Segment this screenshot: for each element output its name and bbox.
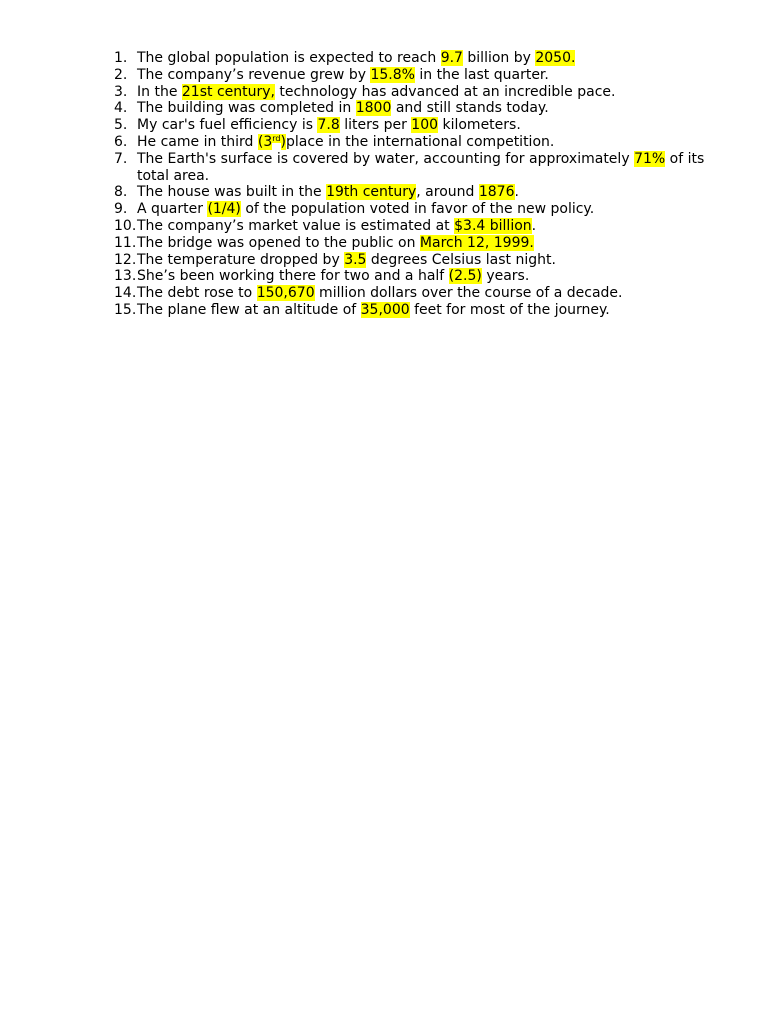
list-item-number: 15. (114, 301, 137, 318)
sentence-text: The Earth's surface is covered by water, accounting for approximately (137, 150, 635, 167)
list-item-text (137, 100, 724, 117)
sentence-text: feet for most of the journey. (409, 301, 610, 318)
list-item (114, 134, 724, 151)
list-item-number: 7. (114, 150, 128, 167)
list-item-text (137, 134, 724, 151)
sentence-text: The house was built in the (137, 184, 327, 201)
sentence-text: technology has advanced at an incredible pace. (274, 83, 616, 100)
list-item (114, 218, 724, 235)
highlighted-value: 100 (411, 117, 439, 134)
list-item-text (137, 268, 724, 285)
sentence-text: place in the international competition. (285, 133, 555, 150)
list-item-number: 2. (114, 66, 128, 83)
sentence-text: The temperature dropped by (137, 251, 345, 268)
list-item-text (137, 184, 724, 201)
sentence-text: In the (137, 83, 182, 100)
sentence-text: in the last quarter. (414, 66, 549, 83)
sentence-text: million dollars over the course of a decade. (314, 285, 623, 302)
highlighted-value: 35,000 (360, 301, 410, 318)
list-item-text (137, 50, 724, 67)
numbered-sentence-list (114, 50, 724, 319)
sentence-text: The company’s revenue grew by (137, 66, 371, 83)
highlighted-value: 9.7 (440, 50, 463, 66)
list-item-text (137, 67, 724, 84)
sentence-text: , around (416, 184, 479, 201)
list-item-text (137, 285, 724, 302)
sentence-text: The bridge was opened to the public on (137, 234, 420, 251)
highlighted-value: 3.5 (344, 251, 367, 268)
sentence-text: billion by (462, 50, 536, 66)
list-item-text (137, 84, 724, 101)
sentence-text: . (514, 184, 519, 201)
list-item-number: 6. (114, 133, 128, 150)
highlighted-value: March 12, 1999. (419, 234, 534, 251)
sentence-text: The building was completed in (137, 100, 356, 117)
highlighted-value: 7.8 (317, 117, 340, 134)
sentence-text: The company’s market value is estimated at (137, 217, 455, 234)
highlighted-value: 150,670 (256, 285, 315, 302)
sentence-text: of its total area. (137, 150, 705, 184)
list-item (114, 252, 724, 269)
list-item (114, 84, 724, 101)
list-item-number: 9. (114, 201, 128, 218)
sentence-text: years. (481, 268, 530, 285)
list-item-text (137, 302, 724, 319)
list-item-text (137, 117, 724, 134)
highlighted-value: ) (280, 133, 286, 150)
list-item-number: 10. (114, 217, 137, 234)
sentence-text: My car's fuel efficiency is (137, 117, 318, 134)
list-item (114, 151, 724, 185)
list-item (114, 67, 724, 84)
highlighted-value: 2050. (535, 50, 576, 66)
list-item (114, 100, 724, 117)
sentence-text: . (531, 217, 537, 234)
highlighted-value: (1/4) (207, 201, 241, 218)
sentence-text: liters per (339, 117, 412, 134)
sentence-text: The debt rose to (137, 285, 257, 302)
highlighted-value: $3.4 billion (454, 217, 532, 234)
list-item (114, 235, 724, 252)
list-item-number: 1. (114, 50, 128, 66)
list-item-number: 13. (114, 268, 137, 285)
list-item (114, 302, 724, 319)
sentence-text: She’s been working there for two and a half (137, 268, 449, 285)
list-item-number: 5. (114, 117, 128, 134)
highlighted-value: 19th century (326, 184, 417, 201)
highlighted-value: 71% (634, 150, 666, 167)
list-item-number: 4. (114, 100, 128, 117)
highlighted-value: 1800 (355, 100, 392, 117)
list-item-text (137, 252, 724, 269)
highlighted-value: rd (272, 133, 281, 143)
sentence-text: of the population voted in favor of the new policy. (240, 201, 595, 218)
list-item-text (137, 201, 724, 218)
list-item (114, 50, 724, 67)
sentence-text: and still stands today. (391, 100, 549, 117)
sentence-text: degrees Celsius last night. (366, 251, 556, 268)
list-item (114, 201, 724, 218)
highlighted-value: (3 (257, 133, 273, 150)
highlighted-value: 1876 (478, 184, 515, 201)
list-item (114, 285, 724, 302)
list-item-number: 12. (114, 251, 137, 268)
sentence-text: A quarter (137, 201, 208, 218)
sentence-text: kilometers. (438, 117, 521, 134)
list-item-number: 11. (114, 234, 137, 251)
list-item (114, 268, 724, 285)
list-item (114, 117, 724, 134)
highlighted-value: 21st century, (181, 83, 275, 100)
list-item-number: 14. (114, 285, 137, 302)
list-item-text (137, 235, 724, 252)
list-item (114, 184, 724, 201)
sentence-text: He came in third (137, 133, 258, 150)
sentence-text: The global population is expected to reach (137, 50, 441, 66)
highlighted-value: (2.5) (448, 268, 482, 285)
list-item-text (137, 151, 724, 185)
list-item-number: 8. (114, 184, 128, 201)
sentence-text: The plane flew at an altitude of (137, 301, 361, 318)
list-item-text (137, 218, 724, 235)
highlighted-value: 15.8% (370, 66, 415, 83)
list-item-number: 3. (114, 83, 128, 100)
